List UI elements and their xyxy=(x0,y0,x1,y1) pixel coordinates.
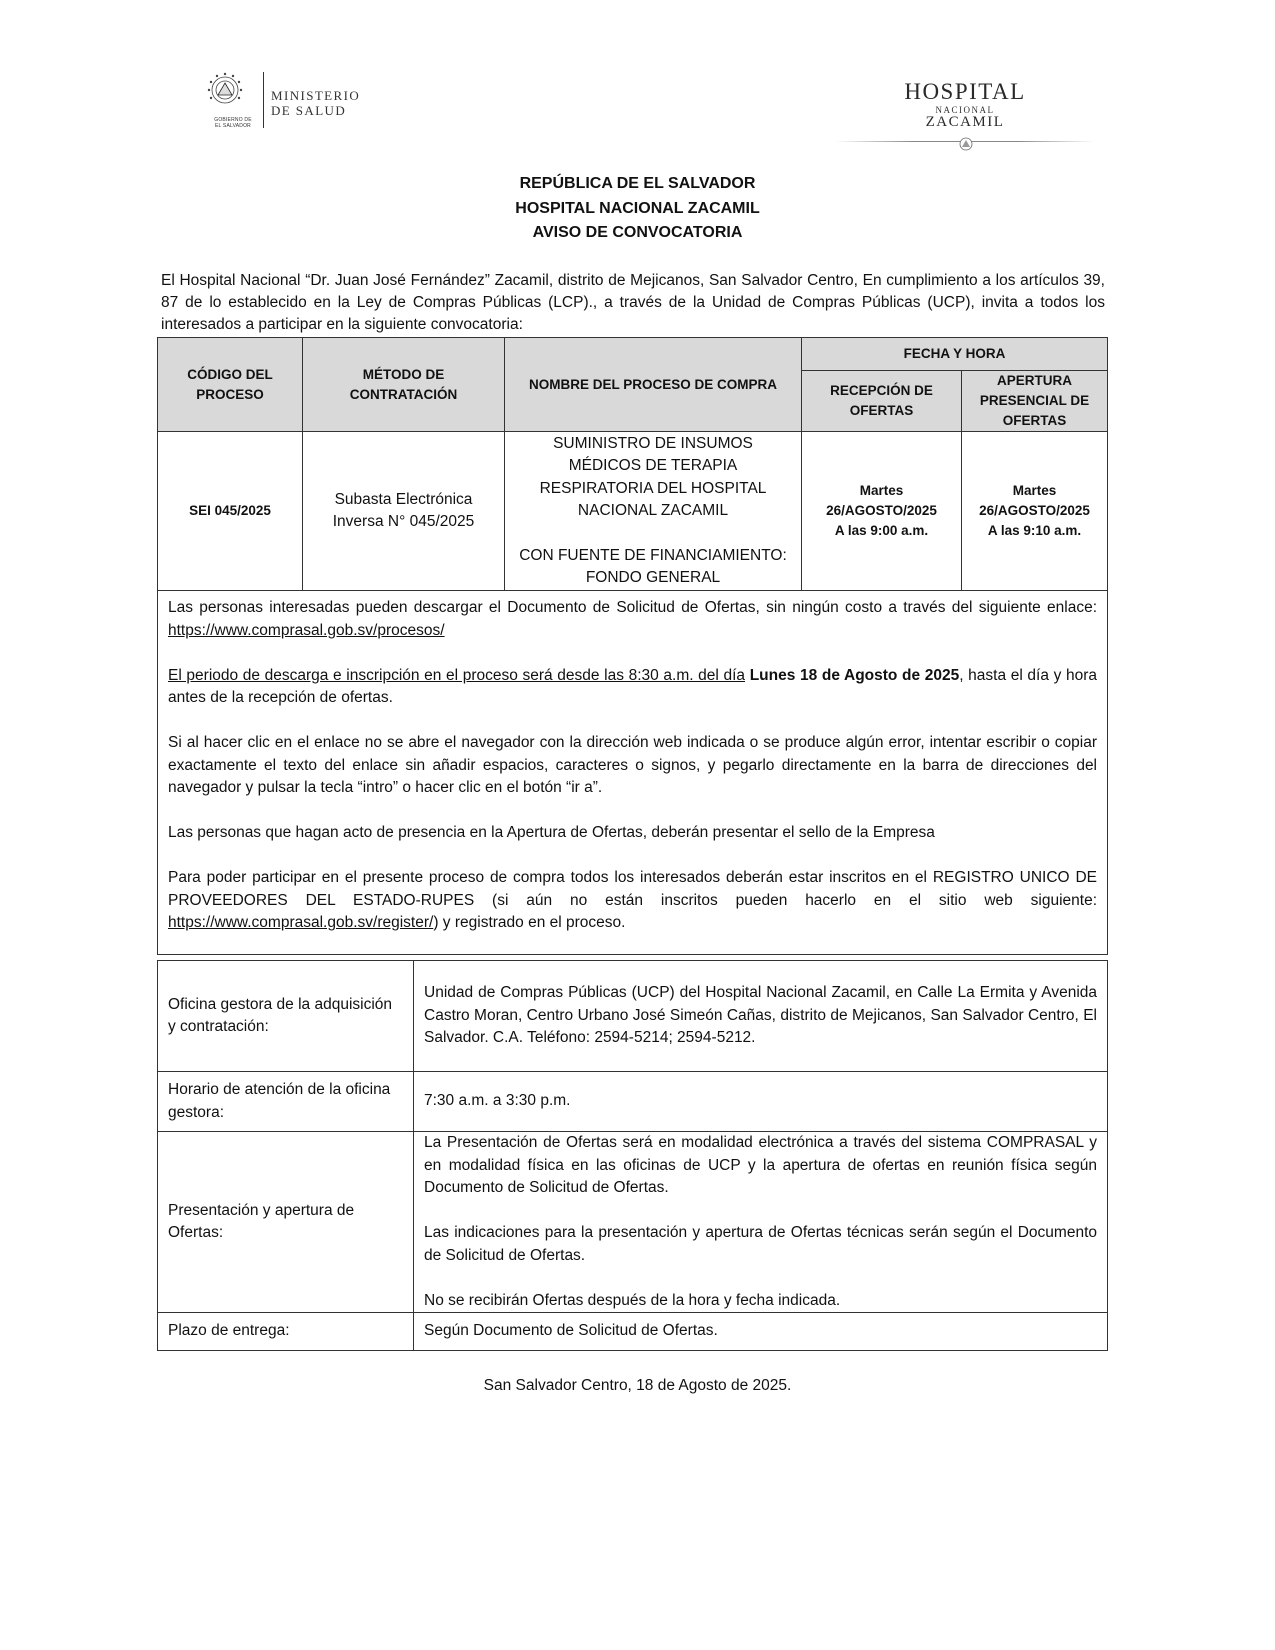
header-offer-reception: RECEPCIÓN DE OFERTAS xyxy=(802,371,962,432)
hospital-logo xyxy=(835,80,1095,160)
process-name: SUMINISTRO DE INSUMOS MÉDICOS DE TERAPIA RESPIRATORIA DEL HOSPITAL NACIONAL ZACAMIL xyxy=(539,434,767,519)
period-paragraph: El periodo de descarga e inscripción en el proceso será desde las 8:30 a.m. del día Lunes 18 de Agosto de 2025, hasta el día y hora antes de la recepción de ofertas. xyxy=(168,666,1098,706)
office-value: Unidad de Compras Públicas (UCP) del Hospital Nacional Zacamil, en Calle La Ermita y Avenida Castro Moran, Centro Urbano José Simeón Cañas, distrito de Mejicanos, San Salvador Centro, El Salvador. C.A. Teléfono: 2594-5214; 2594-5212. xyxy=(414,961,1108,1072)
opening-datetime-cell xyxy=(962,432,1108,591)
office-row xyxy=(158,961,1108,1072)
header-process-name: NOMBRE DEL PROCESO DE COMPRA xyxy=(505,338,802,432)
opening-day: Martes xyxy=(1012,483,1057,498)
ministry-name: MINISTERIO DE SALUD xyxy=(271,88,361,118)
header-process-code: CÓDIGO DEL PROCESO xyxy=(158,338,303,432)
header-offer-opening: APERTURA PRESENCIAL DE OFERTAS xyxy=(962,371,1108,432)
title-line-country: REPÚBLICA DE EL SALVADOR xyxy=(519,175,756,192)
link-help-paragraph: Si al hacer clic en el enlace no se abre el navegador con la dirección web indicada o se produce algún error, intentar escribir o copiar exactamente el texto del enlace sin añadir espacios, caracteres o signos, y pegarlo directamente en la barra de direcciones del navegador y pulsar la tecla “intro” o hacer clic en el botón “ir a”. xyxy=(168,734,1098,796)
opening-time: A las 9:10 a.m. xyxy=(987,523,1082,538)
document-title xyxy=(0,172,1275,246)
presence-paragraph: Las personas que hagan acto de presencia en la Apertura de Ofertas, deberán presentar el sello de la Empresa xyxy=(168,824,935,841)
instructions-cell xyxy=(158,591,1108,955)
title-line-hospital: HOSPITAL NACIONAL ZACAMIL xyxy=(515,199,760,217)
presentation-row xyxy=(158,1132,1108,1313)
ministry-logo xyxy=(205,70,405,134)
hours-label: Horario de atención de la oficina gestora: xyxy=(158,1072,414,1132)
hospital-logo-word: HOSPITAL xyxy=(904,79,1026,104)
header-date-time: FECHA Y HORA xyxy=(802,338,1108,371)
presentation-value: La Presentación de Ofertas será en modalidad electrónica a través del sistema COMPRASAL y en modalidad física en las oficinas de UCP y la apertura de ofertas en reunión física según Documento de Solicitud de Ofertas. Las indicaciones para la presentación y apertura de Ofertas técnicas serán según el Documento de Solicitud de Ofertas. No se recibirán Ofertas después de la hora y fecha indicada. xyxy=(414,1132,1108,1313)
government-logo-text: GOBIERNO DE EL SALVADOR xyxy=(214,117,252,129)
office-label: Oficina gestora de la adquisición y contratación: xyxy=(158,961,414,1072)
header-contract-method: MÉTODO DE CONTRATACIÓN xyxy=(303,338,505,432)
download-paragraph: Las personas interesadas pueden descargar el Documento de Solicitud de Ofertas, sin ningún costo a través del siguiente enlace: https://www.comprasal.gob.sv/procesos/ xyxy=(168,599,1098,639)
procurement-table xyxy=(157,337,1108,955)
opening-date: 26/AGOSTO/2025 xyxy=(979,503,1090,518)
delivery-row xyxy=(158,1313,1108,1351)
delivery-value: Según Documento de Solicitud de Ofertas. xyxy=(414,1313,1108,1351)
rupes-paragraph: Para poder participar en el presente proceso de compra todos los interesados deberán estar inscritos en el REGISTRO UNICO DE PROVEEDORES DEL ESTADO-RUPES (si aún no están inscritos pueden hacerlo en el sitio web siguiente: https://www.comprasal.gob.sv/register/) y registrado en el proceso. xyxy=(168,869,1098,931)
presentation-label: Presentación y apertura de Ofertas: xyxy=(158,1132,414,1313)
hospital-emblem-icon xyxy=(957,136,975,152)
reception-time: A las 9:00 a.m. xyxy=(834,523,929,538)
register-link[interactable]: https://www.comprasal.gob.sv/register/ xyxy=(168,914,434,931)
title-line-notice: AVISO DE CONVOCATORIA xyxy=(532,224,743,241)
reception-datetime-cell xyxy=(802,432,962,591)
process-code-cell: SEI 045/2025 xyxy=(158,432,303,591)
funding-source: CON FUENTE DE FINANCIAMIENTO: FONDO GENERAL xyxy=(519,546,787,586)
download-link[interactable]: https://www.comprasal.gob.sv/procesos/ xyxy=(168,621,445,639)
intro-paragraph: El Hospital Nacional “Dr. Juan José Fernández” Zacamil, distrito de Mejicanos, San Salvador Centro, En cumplimiento a los artículos 39, 87 de lo establecido en la Ley de Compras Públicas (LCP)., a través de la Unidad de Compras Públicas (UCP), invita a todos los interesados a participar en la siguiente convocatoria: xyxy=(161,272,1105,333)
logo-divider xyxy=(263,72,264,128)
place-and-date: San Salvador Centro, 18 de Agosto de 2025. xyxy=(483,1377,792,1394)
hours-value: 7:30 a.m. a 3:30 p.m. xyxy=(414,1072,1108,1132)
reception-date: 26/AGOSTO/2025 xyxy=(826,503,937,518)
delivery-label: Plazo de entrega: xyxy=(158,1313,414,1351)
process-name-cell xyxy=(505,432,802,591)
office-info-table xyxy=(157,960,1108,1351)
hours-row xyxy=(158,1072,1108,1132)
hospital-logo-nacional: NACIONAL xyxy=(935,105,995,115)
hospital-logo-name: ZACAMIL xyxy=(925,114,1005,130)
contract-method-cell: Subasta Electrónica Inversa N° 045/2025 xyxy=(303,432,505,591)
reception-day: Martes xyxy=(859,483,904,498)
